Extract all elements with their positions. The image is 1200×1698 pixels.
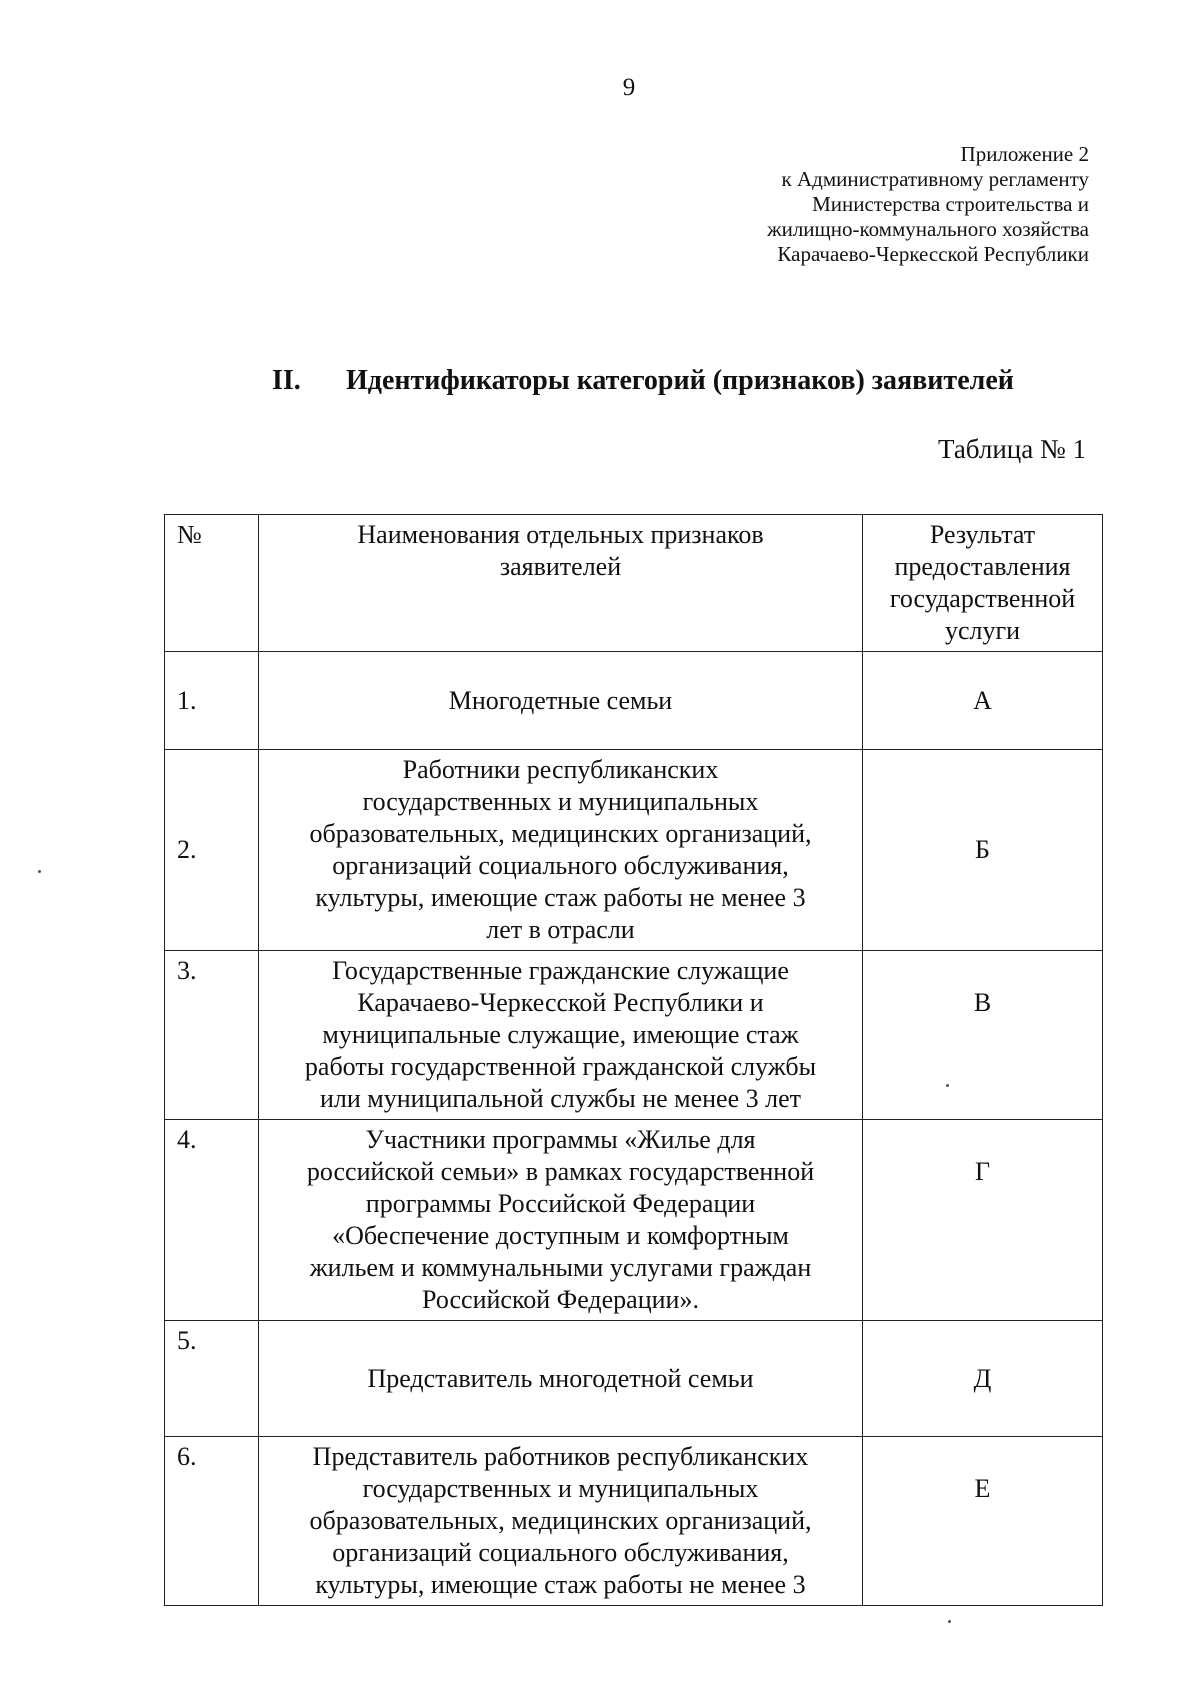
row-number: 6. [165,1437,259,1606]
table-row [165,652,1103,750]
table-row [165,1437,1103,1606]
row-name: Многодетные семьи [259,652,863,750]
scan-speck [946,1084,949,1087]
table-caption: Таблица № 1 [938,434,1086,464]
row-result: Б [863,750,1103,951]
appendix-line: к Административному регламенту [781,167,1089,191]
appendix-line: Карачаево-Черкесской Республики [777,242,1089,266]
row-number: 1. [165,652,259,750]
table-row [165,951,1103,1120]
row-result: Д [863,1321,1103,1437]
scan-speck [948,1620,951,1623]
row-name: Представитель работников республиканских государственных и муниципальных образовательных, медицинских организаций, организаций социального обслуживания, культуры, имеющие стаж работы не менее 3 [259,1437,863,1606]
table-row [165,750,1103,951]
row-name: Участники программы «Жилье для российской семьи» в рамках государственной программы Российской Федерации «Обеспечение доступным и комфортным жильем и коммунальными услугами граждан Российской Федерации». [259,1120,863,1321]
appendix-line: Приложение 2 [960,142,1089,166]
appendix-line: Министерства строительства и [812,192,1089,216]
section-numeral: II. [272,365,301,396]
scan-speck [38,870,41,873]
row-result: Е [863,1437,1103,1606]
row-result: А [863,652,1103,750]
row-name: Работники республиканских государственных и муниципальных образовательных, медицинских организаций, организаций социального обслуживания, культуры, имеющие стаж работы не менее 3 лет в отрасли [259,750,863,951]
row-number: 2. [165,750,259,951]
applicant-categories-table [164,514,1103,1606]
row-result: Г [863,1120,1103,1321]
section-title: Идентификаторы категорий (признаков) заявителей [346,365,1014,396]
table-row [165,1321,1103,1437]
table-header-row [165,515,1103,652]
appendix-line: жилищно-коммунального хозяйства [767,217,1089,241]
page-number: 9 [622,74,636,101]
row-number: 4. [165,1120,259,1321]
row-name: Представитель многодетной семьи [259,1321,863,1437]
header-number: № [165,515,259,652]
row-number: 3. [165,951,259,1120]
row-number: 5. [165,1321,259,1437]
header-result: Результат предоставления государственной услуги [863,515,1103,652]
appendix-note [767,142,1089,267]
header-name: Наименования отдельных признаков заявителей [259,515,863,652]
row-result: В [863,951,1103,1120]
table-row [165,1120,1103,1321]
section-heading [272,365,1014,397]
row-name: Государственные гражданские служащие Карачаево-Черкесской Республики и муниципальные служащие, имеющие стаж работы государственной гражданской службы или муниципальной службы не менее 3 лет [259,951,863,1120]
